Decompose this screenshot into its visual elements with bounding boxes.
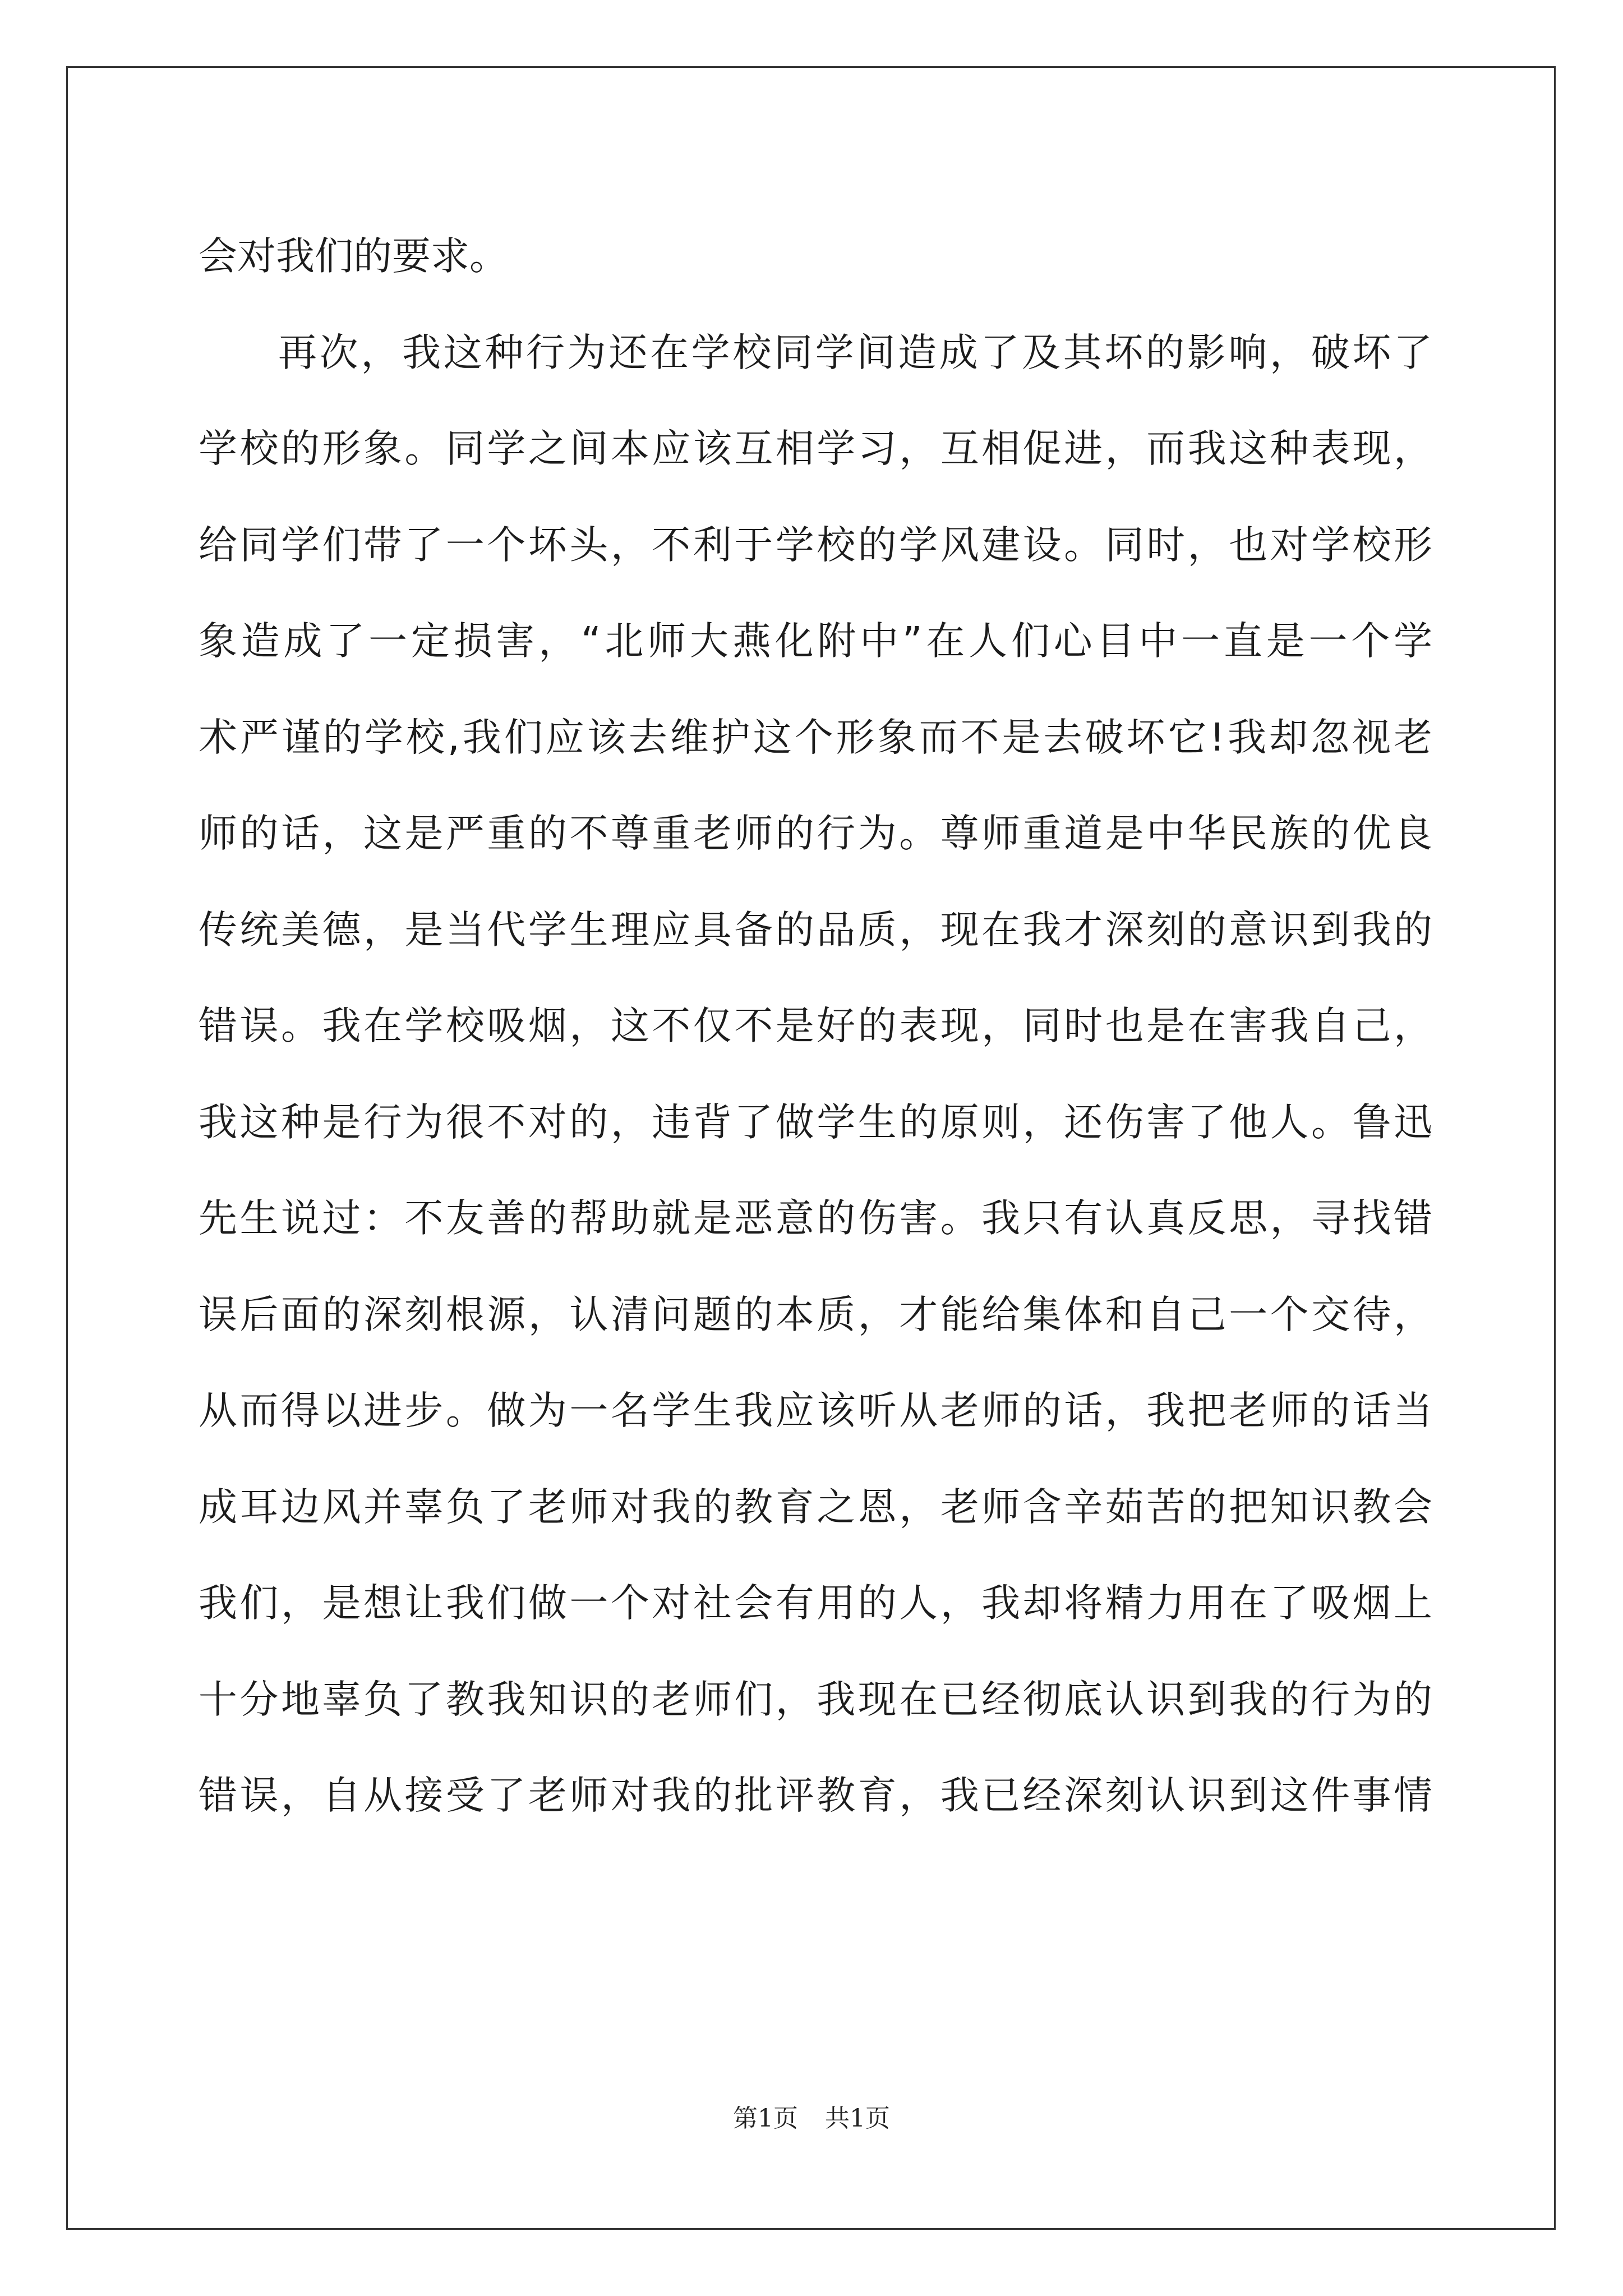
text-line: 成耳边风并辜负了老师对我的教育之恩，老师含辛茹苦的把知识教会 xyxy=(199,1484,1432,1530)
text-line: 我们，是想让我们做一个对社会有用的人，我却将精力用在了吸烟上 xyxy=(199,1581,1432,1626)
text-line: 学校的形象。同学之间本应该互相学习，互相促进，而我这种表现， xyxy=(199,426,1432,471)
text-line: 先生说过：不友善的帮助就是恶意的伤害。我只有认真反思，寻找错 xyxy=(199,1196,1432,1241)
text-line: 从而得以进步。做为一名学生我应该听从老师的话，我把老师的话当 xyxy=(199,1388,1432,1433)
text-line: 我这种是行为很不对的，违背了做学生的原则，还伤害了他人。鲁迅 xyxy=(199,1099,1432,1145)
text-line: 再次，我这种行为还在学校同学间造成了及其坏的影响，破坏了 xyxy=(278,330,1432,375)
text-line: 传统美德，是当代学生理应具备的品质，现在我才深刻的意识到我的 xyxy=(199,907,1432,953)
text-line: 错误，自从接受了老师对我的批评教育，我已经深刻认识到这件事情 xyxy=(199,1773,1432,1818)
text-line: 术严谨的学校,我们应该去维护这个形象而不是去破坏它!我却忽视老 xyxy=(199,715,1432,760)
text-line: 误后面的深刻根源，认清问题的本质，才能给集体和自己一个交待， xyxy=(199,1292,1432,1337)
text-line: 师的话，这是严重的不尊重老师的行为。尊师重道是中华民族的优良 xyxy=(199,811,1432,856)
page-number: 第1页 xyxy=(733,2104,798,2133)
text-line: 给同学们带了一个坏头，不利于学校的学风建设。同时，也对学校形 xyxy=(199,522,1432,568)
text-line: 错误。我在学校吸烟，这不仅不是好的表现，同时也是在害我自己， xyxy=(199,1004,1432,1048)
text-line: 十分地辜负了教我知识的老师们，我现在已经彻底认识到我的行为的 xyxy=(199,1677,1432,1722)
page-footer xyxy=(0,2098,1623,2134)
document-body xyxy=(199,209,1432,1844)
text-line: 象造成了一定损害，“北师大燕化附中”在人们心目中一直是一个学 xyxy=(199,619,1432,664)
page-total: 共1页 xyxy=(825,2104,890,2133)
text-line: 会对我们的要求。 xyxy=(199,234,508,279)
